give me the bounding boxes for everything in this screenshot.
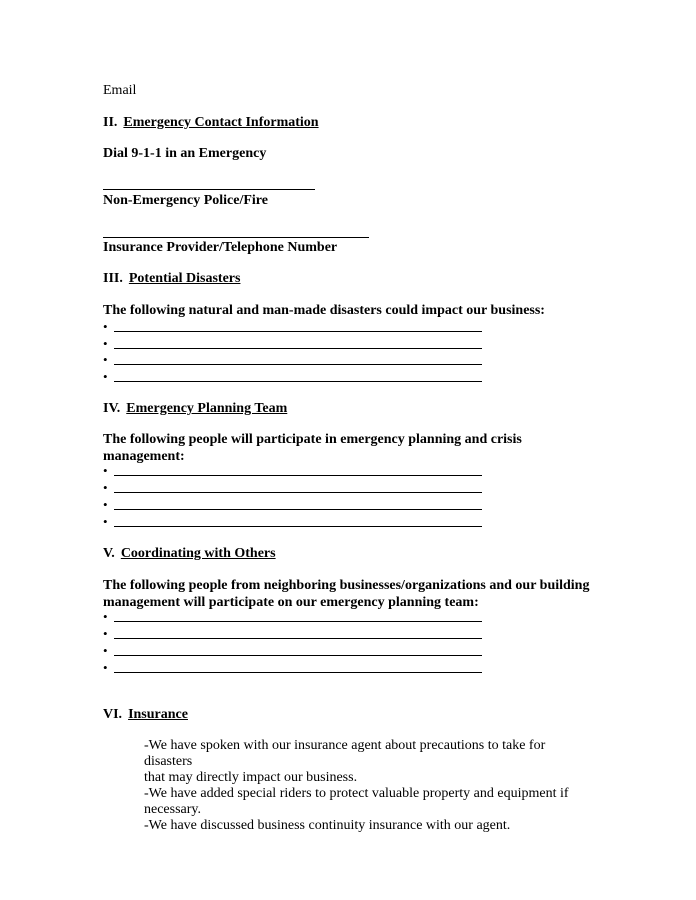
bullet-icon: • bbox=[103, 336, 108, 351]
section-4-intro bbox=[103, 431, 593, 465]
bullet-icon: • bbox=[103, 369, 108, 384]
section-2-title: Emergency Contact Information bbox=[123, 115, 319, 130]
section-4-intro-line-2: management: bbox=[103, 449, 185, 464]
bullet-icon: • bbox=[103, 643, 108, 658]
coordination-blank-line[interactable] bbox=[114, 655, 482, 656]
planning-team-list-item bbox=[103, 480, 482, 496]
bullet-icon: • bbox=[103, 609, 108, 624]
coordination-blank-line[interactable] bbox=[114, 638, 482, 639]
section-6-title: Insurance bbox=[128, 707, 188, 722]
bullet-icon: • bbox=[103, 626, 108, 641]
section-5-intro bbox=[103, 577, 593, 611]
coordination-list-item bbox=[103, 609, 482, 625]
insurance-provider-label: Insurance Provider/Telephone Number bbox=[103, 240, 338, 255]
bullet-icon: • bbox=[103, 463, 108, 478]
disaster-blank-line[interactable] bbox=[114, 331, 482, 332]
section-3-title: Potential Disasters bbox=[128, 271, 241, 286]
disaster-blank-line[interactable] bbox=[114, 348, 482, 349]
disaster-list-item bbox=[103, 319, 482, 335]
insurance-statements bbox=[144, 738, 594, 834]
insurance-line: -We have added special riders to protect valuable property and equipment if bbox=[144, 786, 569, 801]
disaster-blank-line[interactable] bbox=[114, 381, 482, 382]
section-5-intro-line-2: management will participate on our emergency planning team: bbox=[103, 595, 479, 610]
section-3-intro: The following natural and man-made disasters could impact our business: bbox=[103, 303, 545, 318]
insurance-line: -We have spoken with our insurance agent about precautions to take for disasters bbox=[144, 738, 546, 769]
section-4-number: IV. bbox=[103, 401, 121, 416]
dial-911-text: Dial 9-1-1 in an Emergency bbox=[103, 146, 267, 161]
planning-team-blank-line[interactable] bbox=[114, 509, 482, 510]
section-2-number: II. bbox=[103, 115, 118, 130]
coordination-list-item bbox=[103, 626, 482, 642]
section-3-heading bbox=[103, 271, 240, 287]
section-5-heading bbox=[103, 546, 276, 562]
section-5-number: V. bbox=[103, 546, 115, 561]
insurance-line: that may directly impact our business. bbox=[144, 770, 358, 785]
planning-team-list-item bbox=[103, 497, 482, 513]
coordination-blank-line[interactable] bbox=[114, 621, 482, 622]
planning-team-list-item bbox=[103, 514, 482, 530]
disaster-blank-line[interactable] bbox=[114, 364, 482, 365]
section-5-title: Coordinating with Others bbox=[120, 546, 276, 561]
disaster-list-item bbox=[103, 352, 482, 368]
section-6-number: VI. bbox=[103, 707, 123, 722]
police-fire-blank-line[interactable] bbox=[103, 189, 315, 190]
section-4-title: Emergency Planning Team bbox=[126, 401, 288, 416]
insurance-line: necessary. bbox=[144, 802, 202, 817]
coordination-list-item bbox=[103, 643, 482, 659]
bullet-icon: • bbox=[103, 480, 108, 495]
planning-team-list-item bbox=[103, 463, 482, 479]
planning-team-blank-line[interactable] bbox=[114, 492, 482, 493]
section-5-intro-line-1: The following people from neighboring businesses/organizations and our building bbox=[103, 578, 590, 593]
bullet-icon: • bbox=[103, 319, 108, 334]
police-fire-label: Non-Emergency Police/Fire bbox=[103, 193, 268, 208]
planning-team-blank-line[interactable] bbox=[114, 526, 482, 527]
section-4-intro-line-1: The following people will participate in emergency planning and crisis bbox=[103, 432, 522, 447]
coordination-blank-line[interactable] bbox=[114, 672, 482, 673]
insurance-line: -We have discussed business continuity insurance with our agent. bbox=[144, 818, 511, 833]
section-2-heading bbox=[103, 115, 319, 131]
email-label: Email bbox=[103, 83, 137, 98]
insurance-provider-blank-line[interactable] bbox=[103, 237, 369, 238]
bullet-icon: • bbox=[103, 514, 108, 529]
disaster-list-item bbox=[103, 369, 482, 385]
coordination-list-item bbox=[103, 660, 482, 676]
bullet-icon: • bbox=[103, 497, 108, 512]
section-4-heading bbox=[103, 401, 287, 417]
bullet-icon: • bbox=[103, 352, 108, 367]
planning-team-blank-line[interactable] bbox=[114, 475, 482, 476]
disaster-list-item bbox=[103, 336, 482, 352]
bullet-icon: • bbox=[103, 660, 108, 675]
section-3-number: III. bbox=[103, 271, 123, 286]
section-6-heading bbox=[103, 707, 188, 723]
